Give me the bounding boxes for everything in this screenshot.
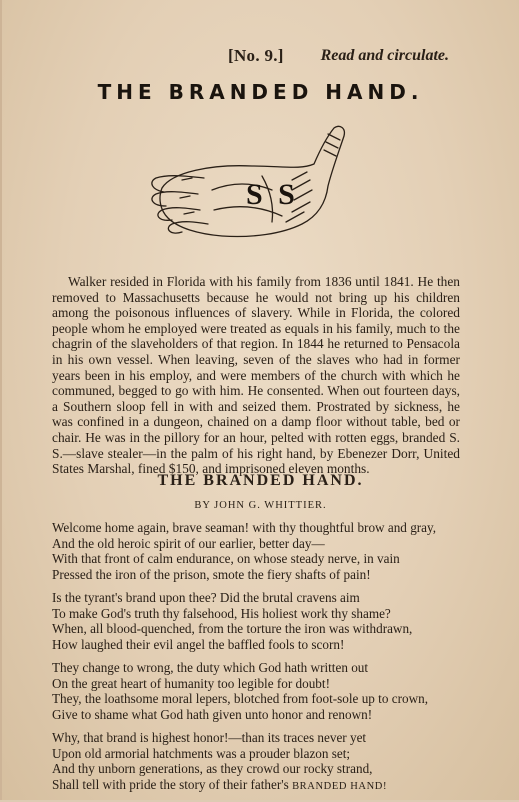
branded-hand-illustration	[142, 120, 382, 260]
poem-line: And thy unborn generations, as they crowd our rocky strand,	[52, 761, 373, 776]
poem-line: Give to shame what God hath given unto honor and renown!	[52, 706, 373, 722]
stanza-2	[52, 590, 462, 652]
poem-line: Pressed the iron of the prison, smote the fiery shafts of pain!	[52, 566, 371, 582]
poem-line: Why, that brand is highest honor!—than its traces never yet	[52, 730, 367, 745]
issue-number: [No. 9.]	[228, 46, 284, 65]
poem-body	[52, 520, 462, 802]
poem-line: Upon old armorial hatchments was a prouder blazon set;	[52, 745, 351, 761]
poem-line: How laughed their evil angel the baffled fools to scorn!	[52, 636, 345, 652]
poem-line: Is the tyrant's brand upon thee? Did the brutal cravens aim	[52, 590, 360, 605]
poem-line: Welcome home again, brave seaman! with thy thoughtful brow and gray,	[52, 520, 437, 535]
prose-text: Walker resided in Florida with his family from 1836 until 1841. He then removed to Massachusetts because he would not bring up his children among the poisonous influences of slavery. While in Florida, the colored people whom he employed were treated as equals in his family, much to the chagrin of the slaveholders of that region. In 1844 he returned to Pensacola in his own vessel. When leaving, seven of the slaves who had in former years been in his employ, and were members of the church with which he communed, begged to go with him. He consented. When out fourteen days, a Southern sloop fell in with and seized them. Prostrated by sickness, he was confined in a dungeon, chained on a damp floor without table, bed or chair. He was in the pillory for an hour, pelted with rotten eggs, branded S. S.—slave stealer—in the palm of his right hand, by Ebenezer Dorr, United States Marshal, fined $150, and imprisoned eleven months.	[52, 274, 460, 477]
stanza-4	[52, 730, 462, 794]
poem-line: To make God's truth thy falsehood, His holiest work thy shame?	[52, 605, 391, 621]
poem-line: They, the loathsome moral lepers, blotched from foot-sole up to crown,	[52, 691, 428, 706]
page-title: THE BRANDED HAND.	[97, 80, 424, 104]
brand-letters: S S	[246, 178, 299, 211]
poem-line: When, all blood-quenched, from the torture the iron was withdrawn,	[52, 621, 413, 636]
header-motto: Read and circulate.	[320, 47, 449, 64]
poem-line: On the great heart of humanity too legible for doubt!	[52, 675, 330, 691]
stanza-1	[52, 520, 462, 582]
poem-byline: BY JOHN G. WHITTIER.	[194, 500, 327, 511]
closing-words: BRANDED HAND!	[292, 780, 388, 792]
poem-line-final	[52, 777, 462, 795]
page-header	[2, 46, 519, 66]
poem-line: They change to wrong, the duty which God hath written out	[52, 660, 369, 675]
poem-title: THE BRANDED HAND.	[157, 472, 364, 489]
poem-line-final-text: Shall tell with pride the story of their father's	[52, 776, 289, 792]
prose-paragraph	[52, 274, 460, 477]
poem-line: With that front of calm endurance, on whose steady nerve, in vain	[52, 551, 400, 566]
poem-line: And the old heroic spirit of our earlier, better day—	[52, 535, 325, 551]
stanza-3	[52, 660, 462, 722]
